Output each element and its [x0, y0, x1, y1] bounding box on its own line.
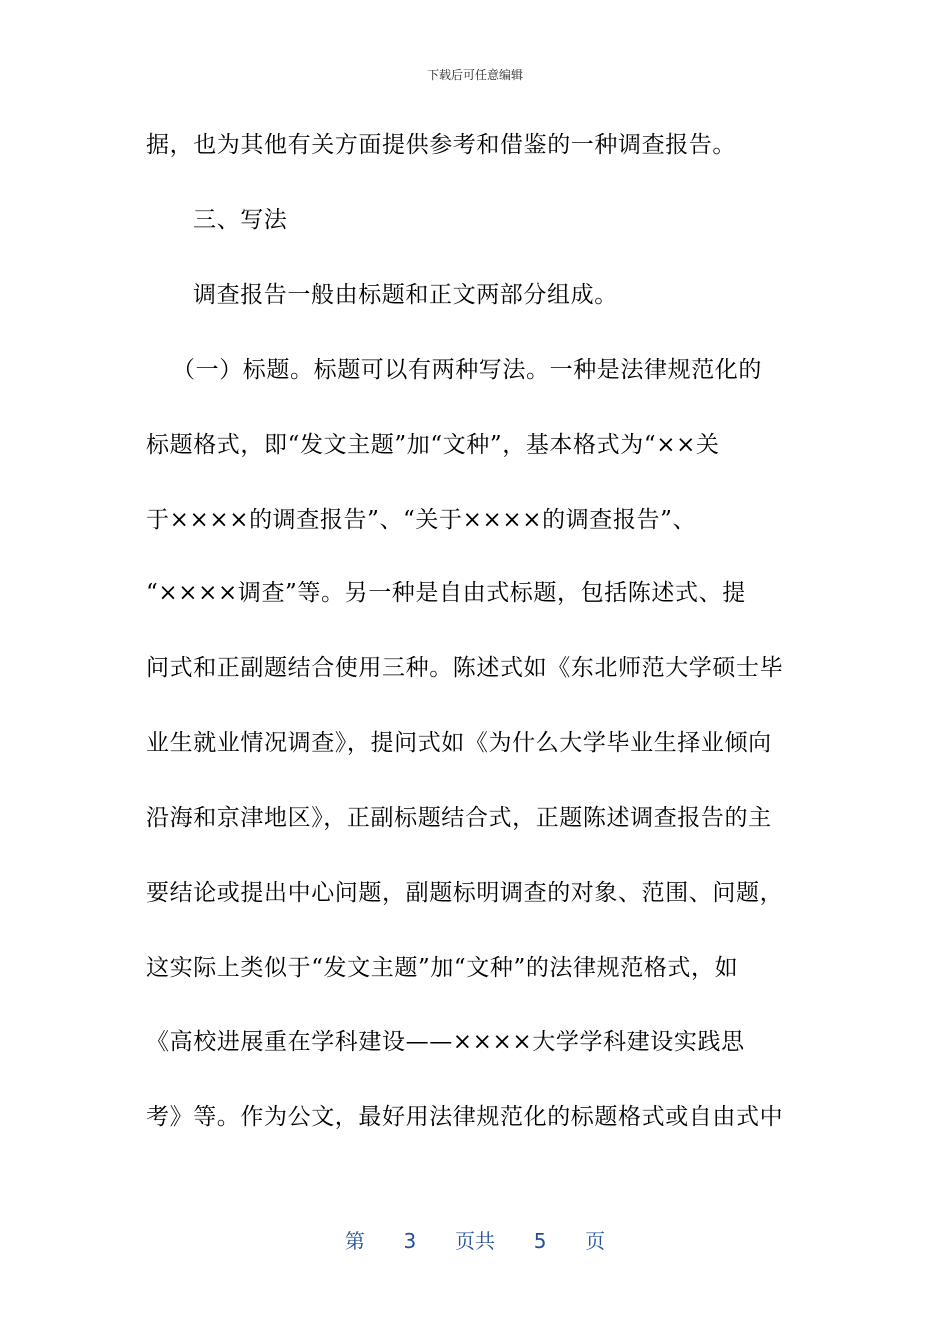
section-heading: 三、写法 [193, 207, 288, 233]
text-line: 业生就业情况调查》，提问式如《为什么大学毕业生择业倾向 [146, 730, 772, 756]
text-line: 标题格式，即“发文主题”加“文种”，基本格式为“××关 [146, 432, 720, 458]
footer-prefix: 第 [344, 1229, 365, 1253]
text-line: 考》等。作为公文，最好用法律规范化的标题格式或自由式中 [146, 1104, 784, 1130]
text-line: 这实际上类似于“发文主题”加“文种”的法律规范格式，如 [146, 955, 739, 981]
footer-middle: 页共 [455, 1229, 495, 1253]
text-line: “××××调查”等。另一种是自由式标题，包括陈述式、提 [146, 580, 746, 606]
page-number-footer [0, 1225, 950, 1254]
text-line: 于××××的调查报告”、“关于××××的调查报告”、 [146, 507, 697, 533]
footer-suffix: 页 [585, 1229, 606, 1253]
header-note: 下载后可任意编辑 [426, 68, 523, 82]
text-line: （一）标题。标题可以有两种写法。一种是法律规范化的 [172, 357, 762, 383]
total-page-number: 5 [533, 1229, 547, 1253]
text-line: 要结论或提出中心问题，副题标明调查的对象、范围、问题， [146, 880, 784, 906]
text-line: 调查报告一般由标题和正文两部分组成。 [193, 282, 618, 308]
current-page-number: 3 [403, 1229, 417, 1253]
text-line: 《高校进展重在学科建设——××××大学学科建设实践思 [146, 1029, 745, 1055]
text-line: 沿海和京津地区》，正副标题结合式，正题陈述调查报告的主 [146, 805, 772, 831]
text-line: 问式和正副题结合使用三种。陈述式如《东北师范大学硕士毕 [146, 655, 784, 681]
text-line: 据，也为其他有关方面提供参考和借鉴的一种调查报告。 [146, 132, 736, 158]
